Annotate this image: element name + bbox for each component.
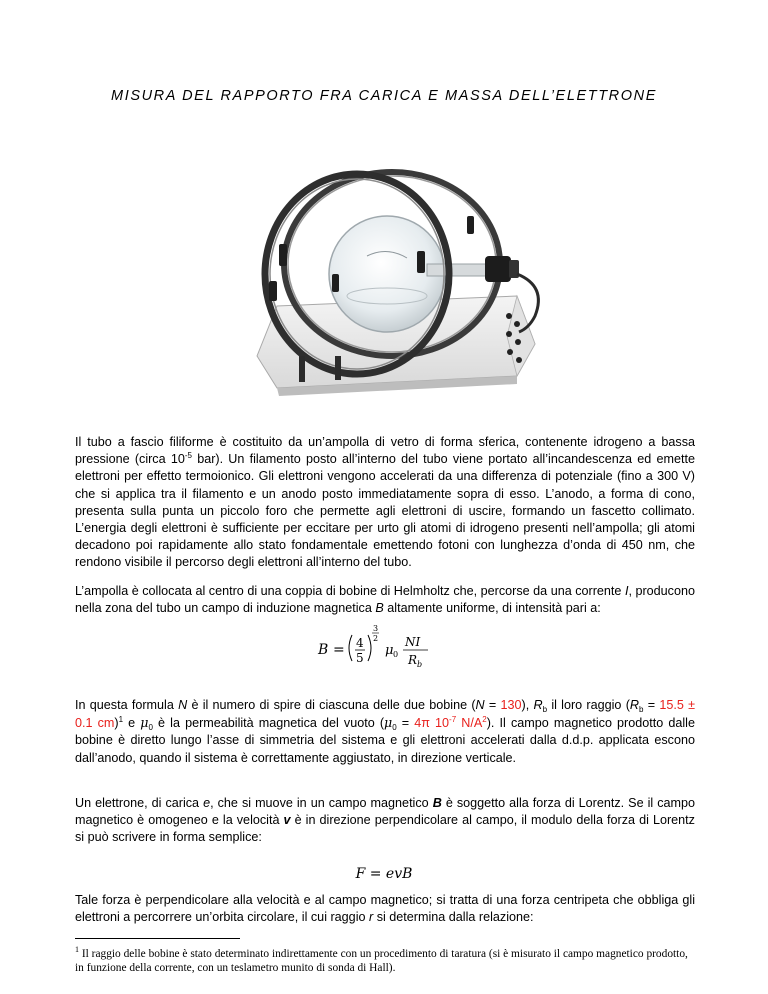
mu-value-highlight: 4π $10^{-7}$ $N/A^2$ [414, 715, 487, 731]
svg-text:2: 2 [373, 634, 379, 643]
footnote-ref: 1 [118, 715, 124, 725]
lorentz-force-equation [0, 862, 768, 884]
n-value-highlight: 130 [500, 698, 522, 712]
centripetal-paragraph: Tale forza è perpendicolare alla velocità e al campo magnetico; si tratta di una forza centripeta che obbliga gli elettroni a percorrere un’orbita circolare, il cui raggio r si determina dalla relazione: [75, 893, 695, 925]
svg-text:3: 3 [373, 624, 379, 633]
svg-text:b: b [417, 660, 423, 669]
svg-text:F = evB: F = evB [355, 866, 413, 882]
svg-text:0: 0 [393, 650, 399, 659]
formula-explanation-paragraph: In questa formula N è il numero di spire di ciascuna delle due bobine (N = 130), $R_b$ il loro raggio ($R_b = 15.5 \pm 0.1$ cm)$^1$ e $\mu_0$ è la permeabilità magnetica del vuoto ($\mu_0 = 4\pi$ $10^{-7}$ $N/A^2$). Il campo magnetico prodotto dalle bobine è diretto lungo l’asse di simmetria del sistema e gli elettroni accelerati dalla d.d.p. applicata escono dall’anodo, quando il sistema è correttamente aggiustato, in direzione verticale. [75, 698, 696, 765]
lorentz-paragraph: Un elettrone, di carica e, che si muove in un campo magnetico B è soggetto alla forza di Lorentz. Se il campo magnetico è omogeneo e la velocità v è in direzione perpendicolare al campo, il modulo della forza di Lorentz si può scrivere in forma semplice: [75, 796, 696, 845]
svg-text:μ: μ [385, 643, 394, 658]
helmholtz-paragraph: L’ampolla è collocata al centro di una coppia di bobine di Helmholtz che, percorse da una corrente I, producono nella zona del tubo un campo di induzione magnetica B altamente uniforme, di intensità pari a: [75, 584, 695, 616]
footnote-divider [75, 938, 240, 939]
svg-text:B: B [318, 642, 329, 658]
svg-text:=: = [333, 642, 345, 658]
radius-value-highlight: 15.5 ± 0.1 cm [75, 698, 696, 731]
magnetic-field-equation [0, 621, 768, 671]
svg-text:4: 4 [356, 636, 364, 650]
page-title: MISURA DEL RAPPORTO FRA CARICA E MASSA DELL’ELETTRONE [111, 88, 657, 104]
svg-text:NI: NI [405, 635, 421, 649]
svg-text:R: R [408, 653, 418, 667]
helmholtz-apparatus-photo [217, 156, 550, 406]
footnote: $^1$ Il raggio delle bobine è stato determinato indirettamente con un procedimento di taratura (si è misurato il campo magnetico prodotto, in funzione della corrente, con un teslametro munito di sonda di Hall). [75, 945, 688, 974]
intro-paragraph: Il tubo a fascio filiforme è costituito da un’ampolla di vetro di forma sferica, contenente idrogeno a bassa pressione (circa $10^{-5}$ bar). Un filamento posto all’interno del tubo viene portato all’incandescenza ed emette elettroni per effetto termoionico. Gli elettroni vengono accelerati da una differenza di potenziale (fino a 300 V) che si applica tra il filamento e un anodo posto immediatamente sopra di esso. L’anodo, a forma di cono, presenta sulla punta un piccolo foro che permette agli elettroni di uscire, formando un fascetto collimato. L’energia degli elettroni è sufficiente per eccitare per urto gli atomi di idrogeno presenti nell’ampolla; gli atomi decadono poi rapidamente allo stato fondamentale emettendo fotoni con lunghezza d’onda di 450 nm, che rendono visibile il percorso degli elettroni all’interno del tubo. [75, 435, 695, 570]
svg-text:5: 5 [356, 651, 364, 665]
